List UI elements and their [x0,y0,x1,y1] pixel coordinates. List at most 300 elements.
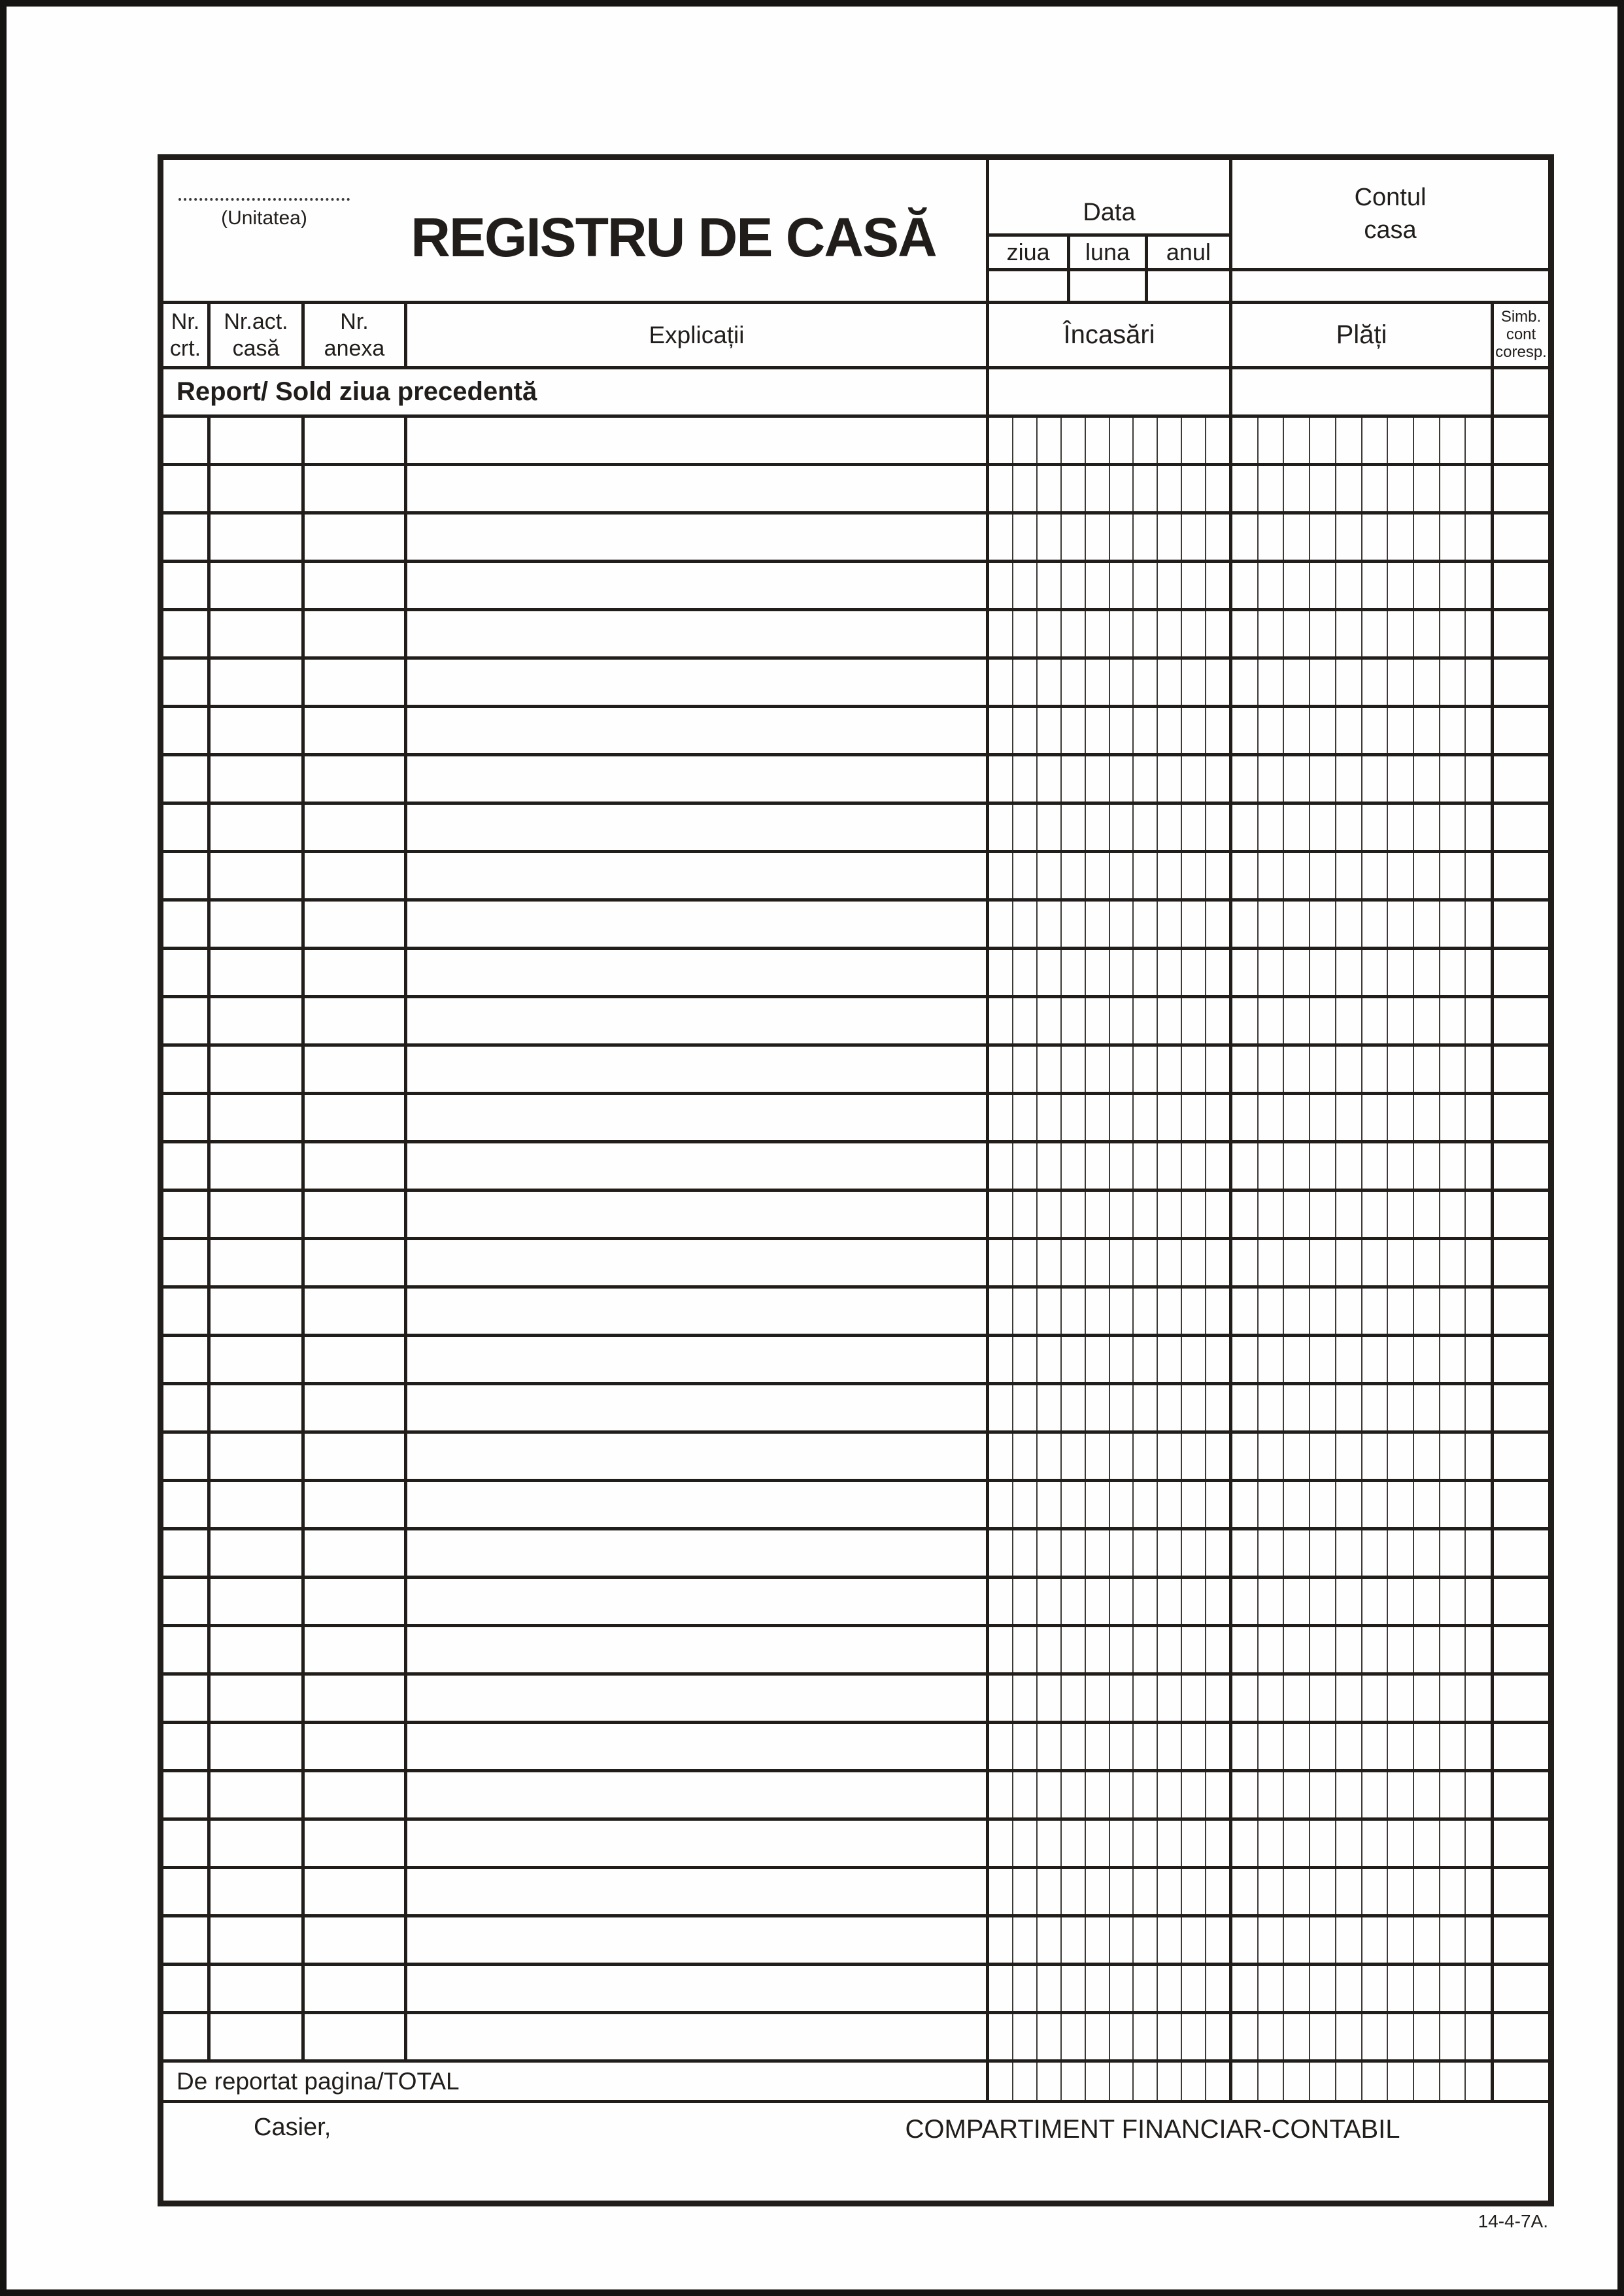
cell-simb-cont[interactable] [1494,1192,1548,1237]
digit-cell[interactable] [1362,1047,1389,1092]
digit-cell[interactable] [1038,1385,1062,1430]
digit-cell[interactable] [1110,563,1134,608]
cell-incasari[interactable] [989,1530,1232,1576]
digit-cell[interactable] [1086,1917,1110,1963]
digit-cell[interactable] [1310,1724,1336,1769]
digit-cell[interactable] [1206,2014,1229,2059]
digit-cell[interactable] [1440,1676,1466,1721]
digit-cell[interactable] [1062,1627,1086,1672]
digit-cell[interactable] [1182,1530,1206,1576]
digit-cell[interactable] [1038,611,1062,656]
digit-cell[interactable] [989,1627,1013,1672]
digit-cell[interactable] [1182,853,1206,898]
digit-cell[interactable] [1182,805,1206,850]
digit-cell[interactable] [1086,1966,1110,2011]
digit-cell[interactable] [1232,805,1259,850]
amount-digit-grid[interactable] [989,2063,1229,2100]
digit-cell[interactable] [1310,1627,1336,1672]
digit-cell[interactable] [1259,1676,1285,1721]
cell-nr-crt[interactable] [163,466,211,511]
digit-cell[interactable] [989,2014,1013,2059]
digit-cell[interactable] [1336,2014,1362,2059]
digit-cell[interactable] [1158,1385,1182,1430]
cell-explicatii[interactable] [407,1192,989,1237]
cell-incasari[interactable] [989,1095,1232,1140]
digit-cell[interactable] [1466,1240,1491,1285]
digit-cell[interactable] [989,1579,1013,1624]
cell-plati[interactable] [1232,1724,1494,1769]
digit-cell[interactable] [1134,1482,1158,1527]
digit-cell[interactable] [1466,563,1491,608]
digit-cell[interactable] [1284,853,1310,898]
digit-cell[interactable] [1388,1530,1414,1576]
digit-cell[interactable] [1232,1966,1259,2011]
digit-cell[interactable] [1336,1676,1362,1721]
cell-simb-cont[interactable] [1494,1724,1548,1769]
amount-digit-grid[interactable] [1232,466,1491,511]
digit-cell[interactable] [1440,950,1466,995]
digit-cell[interactable] [1182,1143,1206,1189]
carry-incasari-field[interactable] [989,2063,1232,2100]
digit-cell[interactable] [1110,1869,1134,1914]
digit-cell[interactable] [1086,1337,1110,1382]
digit-cell[interactable] [1134,1143,1158,1189]
digit-cell[interactable] [1388,1627,1414,1672]
cell-explicatii[interactable] [407,1385,989,1430]
digit-cell[interactable] [1206,466,1229,511]
digit-cell[interactable] [1440,1724,1466,1769]
amount-digit-grid[interactable] [1232,902,1491,947]
cell-incasari[interactable] [989,1676,1232,1721]
digit-cell[interactable] [1206,1289,1229,1334]
digit-cell[interactable] [1259,418,1285,463]
digit-cell[interactable] [1259,1337,1285,1382]
digit-cell[interactable] [1038,708,1062,753]
cell-plati[interactable] [1232,1530,1494,1576]
cell-plati[interactable] [1232,1579,1494,1624]
digit-cell[interactable] [1414,418,1440,463]
cell-nr-crt[interactable] [163,1385,211,1430]
digit-cell[interactable] [1158,756,1182,802]
cell-simb-cont[interactable] [1494,1240,1548,1285]
digit-cell[interactable] [1284,563,1310,608]
report-simb-field[interactable] [1494,369,1548,414]
digit-cell[interactable] [1158,1821,1182,1866]
cell-nr-act-casa[interactable] [211,708,305,753]
cell-plati[interactable] [1232,1627,1494,1672]
digit-cell[interactable] [1414,1095,1440,1140]
digit-cell[interactable] [1232,1724,1259,1769]
digit-cell[interactable] [1158,902,1182,947]
digit-cell[interactable] [1259,660,1285,705]
digit-cell[interactable] [1310,1434,1336,1479]
cell-explicatii[interactable] [407,1772,989,1817]
digit-cell[interactable] [1336,2063,1362,2100]
digit-cell[interactable] [1336,418,1362,463]
digit-cell[interactable] [1388,998,1414,1043]
cell-explicatii[interactable] [407,1966,989,2011]
cell-explicatii[interactable] [407,1821,989,1866]
digit-cell[interactable] [1232,418,1259,463]
cell-nr-act-casa[interactable] [211,1047,305,1092]
digit-cell[interactable] [1336,1337,1362,1382]
digit-cell[interactable] [1062,1821,1086,1866]
digit-cell[interactable] [1086,756,1110,802]
digit-cell[interactable] [1284,1917,1310,1963]
cell-explicatii[interactable] [407,998,989,1043]
digit-cell[interactable] [1062,1579,1086,1624]
digit-cell[interactable] [1284,1434,1310,1479]
digit-cell[interactable] [1232,611,1259,656]
digit-cell[interactable] [1284,1724,1310,1769]
amount-digit-grid[interactable] [989,563,1229,608]
digit-cell[interactable] [989,1772,1013,1817]
digit-cell[interactable] [1414,1143,1440,1189]
digit-cell[interactable] [1284,1482,1310,1527]
digit-cell[interactable] [1086,1772,1110,1817]
cell-simb-cont[interactable] [1494,418,1548,463]
digit-cell[interactable] [1013,2014,1038,2059]
amount-digit-grid[interactable] [989,1192,1229,1237]
digit-cell[interactable] [1440,1095,1466,1140]
cell-simb-cont[interactable] [1494,998,1548,1043]
digit-cell[interactable] [1086,1869,1110,1914]
digit-cell[interactable] [1414,998,1440,1043]
digit-cell[interactable] [1362,660,1389,705]
cell-nr-anexa[interactable] [305,805,407,850]
digit-cell[interactable] [1440,1579,1466,1624]
cell-simb-cont[interactable] [1494,1821,1548,1866]
digit-cell[interactable] [1182,1724,1206,1769]
digit-cell[interactable] [1062,1676,1086,1721]
digit-cell[interactable] [1206,902,1229,947]
digit-cell[interactable] [1232,950,1259,995]
digit-cell[interactable] [1013,853,1038,898]
digit-cell[interactable] [1110,515,1134,560]
digit-cell[interactable] [1336,1385,1362,1430]
cell-nr-anexa[interactable] [305,1627,407,1672]
digit-cell[interactable] [1259,853,1285,898]
digit-cell[interactable] [989,466,1013,511]
digit-cell[interactable] [1206,563,1229,608]
digit-cell[interactable] [1013,1095,1038,1140]
digit-cell[interactable] [1013,418,1038,463]
cell-incasari[interactable] [989,708,1232,753]
cell-explicatii[interactable] [407,1869,989,1914]
digit-cell[interactable] [1013,1337,1038,1382]
digit-cell[interactable] [1440,466,1466,511]
digit-cell[interactable] [1336,902,1362,947]
digit-cell[interactable] [1013,1821,1038,1866]
digit-cell[interactable] [1388,708,1414,753]
digit-cell[interactable] [1182,1579,1206,1624]
cell-plati[interactable] [1232,902,1494,947]
cell-nr-anexa[interactable] [305,1143,407,1189]
digit-cell[interactable] [1013,950,1038,995]
digit-cell[interactable] [1206,1047,1229,1092]
digit-cell[interactable] [1414,2063,1440,2100]
digit-cell[interactable] [1134,1337,1158,1382]
digit-cell[interactable] [1310,1337,1336,1382]
amount-digit-grid[interactable] [1232,1047,1491,1092]
cell-incasari[interactable] [989,1337,1232,1382]
digit-cell[interactable] [1038,756,1062,802]
digit-cell[interactable] [1062,1917,1086,1963]
cell-nr-act-casa[interactable] [211,1434,305,1479]
digit-cell[interactable] [1310,1917,1336,1963]
unit-fill-dotted-line[interactable] [178,198,350,201]
digit-cell[interactable] [1013,1676,1038,1721]
digit-cell[interactable] [1388,1337,1414,1382]
digit-cell[interactable] [1206,805,1229,850]
digit-cell[interactable] [989,1434,1013,1479]
digit-cell[interactable] [1158,1530,1182,1576]
digit-cell[interactable] [1466,902,1491,947]
digit-cell[interactable] [989,1530,1013,1576]
digit-cell[interactable] [1440,1192,1466,1237]
digit-cell[interactable] [1440,1385,1466,1430]
amount-digit-grid[interactable] [1232,1385,1491,1430]
cell-simb-cont[interactable] [1494,611,1548,656]
digit-cell[interactable] [1110,1772,1134,1817]
digit-cell[interactable] [1110,950,1134,995]
digit-cell[interactable] [1182,1869,1206,1914]
cell-nr-crt[interactable] [163,1627,211,1672]
digit-cell[interactable] [1110,660,1134,705]
digit-cell[interactable] [1134,515,1158,560]
amount-digit-grid[interactable] [989,1240,1229,1285]
digit-cell[interactable] [1013,998,1038,1043]
digit-cell[interactable] [1388,756,1414,802]
cell-nr-crt[interactable] [163,1530,211,1576]
digit-cell[interactable] [1259,1724,1285,1769]
digit-cell[interactable] [1232,1579,1259,1624]
digit-cell[interactable] [1440,1966,1466,2011]
cell-explicatii[interactable] [407,708,989,753]
digit-cell[interactable] [1362,853,1389,898]
digit-cell[interactable] [1440,1240,1466,1285]
digit-cell[interactable] [989,853,1013,898]
digit-cell[interactable] [1336,1966,1362,2011]
cell-simb-cont[interactable] [1494,1434,1548,1479]
digit-cell[interactable] [1062,1772,1086,1817]
digit-cell[interactable] [989,1047,1013,1092]
cell-nr-anexa[interactable] [305,1772,407,1817]
digit-cell[interactable] [1336,708,1362,753]
digit-cell[interactable] [1062,756,1086,802]
digit-cell[interactable] [1038,1047,1062,1092]
digit-cell[interactable] [1013,466,1038,511]
digit-cell[interactable] [1134,1434,1158,1479]
digit-cell[interactable] [1062,515,1086,560]
digit-cell[interactable] [1013,708,1038,753]
cell-nr-crt[interactable] [163,1772,211,1817]
digit-cell[interactable] [1086,1482,1110,1527]
digit-cell[interactable] [1466,515,1491,560]
digit-cell[interactable] [1414,756,1440,802]
digit-cell[interactable] [1062,1530,1086,1576]
digit-cell[interactable] [1440,1869,1466,1914]
cell-plati[interactable] [1232,950,1494,995]
cell-simb-cont[interactable] [1494,805,1548,850]
digit-cell[interactable] [989,1482,1013,1527]
digit-cell[interactable] [1062,1095,1086,1140]
digit-cell[interactable] [1182,1482,1206,1527]
cell-nr-crt[interactable] [163,1095,211,1140]
cell-nr-anexa[interactable] [305,466,407,511]
digit-cell[interactable] [1362,2063,1389,2100]
digit-cell[interactable] [1466,853,1491,898]
digit-cell[interactable] [1310,611,1336,656]
digit-cell[interactable] [989,1192,1013,1237]
cell-nr-crt[interactable] [163,1724,211,1769]
digit-cell[interactable] [1206,1192,1229,1237]
digit-cell[interactable] [1336,853,1362,898]
digit-cell[interactable] [1259,1434,1285,1479]
digit-cell[interactable] [1232,998,1259,1043]
cell-explicatii[interactable] [407,1047,989,1092]
amount-digit-grid[interactable] [989,1579,1229,1624]
digit-cell[interactable] [1182,611,1206,656]
digit-cell[interactable] [1466,1434,1491,1479]
cell-nr-act-casa[interactable] [211,756,305,802]
digit-cell[interactable] [1086,1192,1110,1237]
digit-cell[interactable] [1134,1869,1158,1914]
cell-nr-act-casa[interactable] [211,418,305,463]
digit-cell[interactable] [1362,611,1389,656]
digit-cell[interactable] [1232,902,1259,947]
digit-cell[interactable] [1388,2063,1414,2100]
cell-plati[interactable] [1232,1192,1494,1237]
digit-cell[interactable] [1158,708,1182,753]
digit-cell[interactable] [1362,1289,1389,1334]
amount-digit-grid[interactable] [989,1772,1229,1817]
digit-cell[interactable] [1310,1289,1336,1334]
cell-incasari[interactable] [989,998,1232,1043]
digit-cell[interactable] [1038,853,1062,898]
cell-nr-act-casa[interactable] [211,902,305,947]
digit-cell[interactable] [1062,950,1086,995]
digit-cell[interactable] [1110,1095,1134,1140]
digit-cell[interactable] [1388,1192,1414,1237]
digit-cell[interactable] [1110,2063,1134,2100]
cell-incasari[interactable] [989,1966,1232,2011]
digit-cell[interactable] [1134,418,1158,463]
digit-cell[interactable] [1062,805,1086,850]
digit-cell[interactable] [1086,950,1110,995]
cell-plati[interactable] [1232,1240,1494,1285]
cell-incasari[interactable] [989,466,1232,511]
digit-cell[interactable] [1158,998,1182,1043]
digit-cell[interactable] [1182,563,1206,608]
date-day-field[interactable] [989,271,1070,301]
digit-cell[interactable] [1310,1530,1336,1576]
digit-cell[interactable] [1310,660,1336,705]
digit-cell[interactable] [1414,611,1440,656]
digit-cell[interactable] [1362,708,1389,753]
digit-cell[interactable] [1158,1676,1182,1721]
digit-cell[interactable] [1062,1047,1086,1092]
amount-digit-grid[interactable] [989,950,1229,995]
digit-cell[interactable] [1466,2063,1491,2100]
digit-cell[interactable] [1038,466,1062,511]
cell-explicatii[interactable] [407,1917,989,1963]
digit-cell[interactable] [1466,998,1491,1043]
digit-cell[interactable] [1232,1192,1259,1237]
cell-simb-cont[interactable] [1494,1579,1548,1624]
digit-cell[interactable] [1259,2014,1285,2059]
digit-cell[interactable] [1232,1482,1259,1527]
amount-digit-grid[interactable] [989,418,1229,463]
digit-cell[interactable] [1206,1337,1229,1382]
digit-cell[interactable] [1362,902,1389,947]
digit-cell[interactable] [1062,1192,1086,1237]
digit-cell[interactable] [1388,950,1414,995]
digit-cell[interactable] [1110,1047,1134,1092]
digit-cell[interactable] [1182,1337,1206,1382]
digit-cell[interactable] [1310,515,1336,560]
digit-cell[interactable] [1158,853,1182,898]
account-value-field[interactable] [1232,271,1548,301]
digit-cell[interactable] [1414,1869,1440,1914]
digit-cell[interactable] [1336,1289,1362,1334]
cell-plati[interactable] [1232,853,1494,898]
digit-cell[interactable] [1414,2014,1440,2059]
digit-cell[interactable] [1086,611,1110,656]
digit-cell[interactable] [1440,805,1466,850]
digit-cell[interactable] [1388,418,1414,463]
digit-cell[interactable] [1440,902,1466,947]
digit-cell[interactable] [1388,1917,1414,1963]
digit-cell[interactable] [1362,1869,1389,1914]
digit-cell[interactable] [1158,1482,1182,1527]
amount-digit-grid[interactable] [989,2014,1229,2059]
amount-digit-grid[interactable] [989,1385,1229,1430]
digit-cell[interactable] [1414,1772,1440,1817]
digit-cell[interactable] [1206,1724,1229,1769]
cell-plati[interactable] [1232,1337,1494,1382]
digit-cell[interactable] [1182,1821,1206,1866]
amount-digit-grid[interactable] [1232,1917,1491,1963]
digit-cell[interactable] [1158,1869,1182,1914]
cell-incasari[interactable] [989,418,1232,463]
digit-cell[interactable] [1038,1966,1062,2011]
digit-cell[interactable] [1336,1627,1362,1672]
cell-nr-anexa[interactable] [305,418,407,463]
digit-cell[interactable] [1013,1530,1038,1576]
digit-cell[interactable] [1158,2063,1182,2100]
digit-cell[interactable] [1182,998,1206,1043]
digit-cell[interactable] [1388,1821,1414,1866]
digit-cell[interactable] [1310,1966,1336,2011]
digit-cell[interactable] [1013,1143,1038,1189]
cell-incasari[interactable] [989,1434,1232,1479]
amount-digit-grid[interactable] [1232,1821,1491,1866]
digit-cell[interactable] [1440,1627,1466,1672]
digit-cell[interactable] [1362,1095,1389,1140]
digit-cell[interactable] [1110,902,1134,947]
digit-cell[interactable] [1086,1724,1110,1769]
digit-cell[interactable] [1259,1869,1285,1914]
digit-cell[interactable] [1062,466,1086,511]
digit-cell[interactable] [1284,1047,1310,1092]
cell-nr-crt[interactable] [163,418,211,463]
digit-cell[interactable] [1284,1869,1310,1914]
digit-cell[interactable] [1310,950,1336,995]
digit-cell[interactable] [989,1385,1013,1430]
cell-plati[interactable] [1232,756,1494,802]
digit-cell[interactable] [1284,1821,1310,1866]
